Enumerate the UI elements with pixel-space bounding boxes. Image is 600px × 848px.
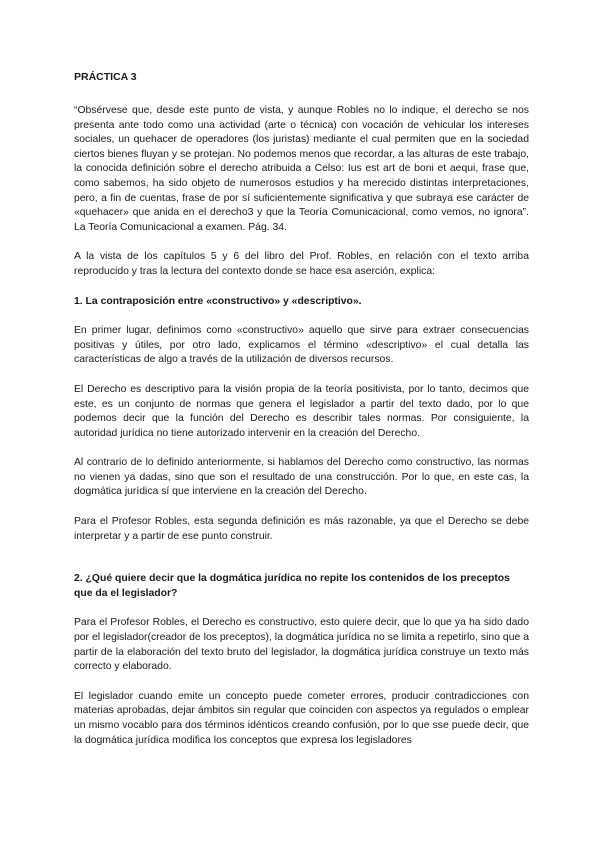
section-1-paragraph-4: Para el Profesor Robles, esta segunda definición es más razonable, ya que el Derecho se debe interpretar y a partir de ese punto construir. <box>74 516 529 542</box>
section-2-paragraph-1: Para el Profesor Robles, el Derecho es constructivo, esto quiere decir, que lo que ya ha sido dado por el legislador(creador de los preceptos), la dogmática jurídica no se limita a repetirlo, sino que a partir de la elaboración del texto bruto del legislador, la dogmática jurídica construye un texto más correcto y elaborado. <box>74 617 529 673</box>
section-1-paragraph-2: El Derecho es descriptivo para la visión propia de la teoría positivista, por lo tanto, decimos que este, es un conjunto de normas que genera el legislador a partir del texto dado, por lo que podemos decir que la función del Derecho es describir tales normas. Por consiguiente, la autoridad jurídica no tiene autorizado intervenir en la creación del Derecho. <box>74 383 529 439</box>
section-2-paragraph-2: El legislador cuando emite un concepto puede cometer errores, producir contradicciones con materias aprobadas, dejar ámbitos sin regular que coinciden con aspectos ya regulados o emplear un mismo vocablo para dos términos idénticos creando confusión, por lo que sse puede decir, que la dogmática jurídica modifica los conceptos que expresa los legisladores <box>74 690 529 746</box>
quote-paragraph: “Obsérvese que, desde este punto de vista, y aunque Robles no lo indique, el derecho se nos presenta ante todo como una actividad (arte o técnica) con vocación de vehicular los intereses sociales, un quehacer de operadores (los juristas) mediante el cual permiten que en la sociedad ciertos bienes fluyan y se protejan. No podemos menos que recordar, a las alturas de este trabajo, la conocida definición sobre el derecho atribuida a Celso: Ius est art de boni et aequi, frase que, como sabemos, ha sido objeto de numerosos estudios y ha merecido distintas interpretaciones, pero, a fin de cuentas, frase de por sí suficientemente significativa y que subraya ese carácter de «quehacer» que anida en el derecho3 y que la Teoría Comunicacional, como vemos, no ignora”. La Teoría Comunicacional a examen. Pág. 34. <box>74 105 529 233</box>
section-1-paragraph-1: En primer lugar, definimos como «constructivo» aquello que sirve para extraer consecuencias positivas y útiles, por otro lado, explicamos el término «descriptivo» el cual detalla las características de algo a través de la utilización de diversos recursos. <box>74 325 529 366</box>
section-1-heading: 1. La contraposición entre «constructivo» y «descriptivo». <box>74 295 362 307</box>
intro-paragraph: A la vista de los capítulos 5 y 6 del libro del Prof. Robles, en relación con el texto arriba reproducido y tras la lectura del contexto donde se hace esa aserción, explica: <box>74 251 529 277</box>
section-2-heading: 2. ¿Qué quiere decir que la dogmática jurídica no repite los contenidos de los preceptos que da el legislador? <box>74 573 510 599</box>
document-page <box>74 70 529 748</box>
section-1-paragraph-3: Al contrario de lo definido anteriormente, si hablamos del Derecho como constructivo, las normas no vienen ya dadas, sino que son el resultado de una construcción. Por lo que, en este cas, la dogmática jurídica sí que interviene en la creación del Derecho. <box>74 457 529 498</box>
document-title: PRÁCTICA 3 <box>74 71 137 83</box>
